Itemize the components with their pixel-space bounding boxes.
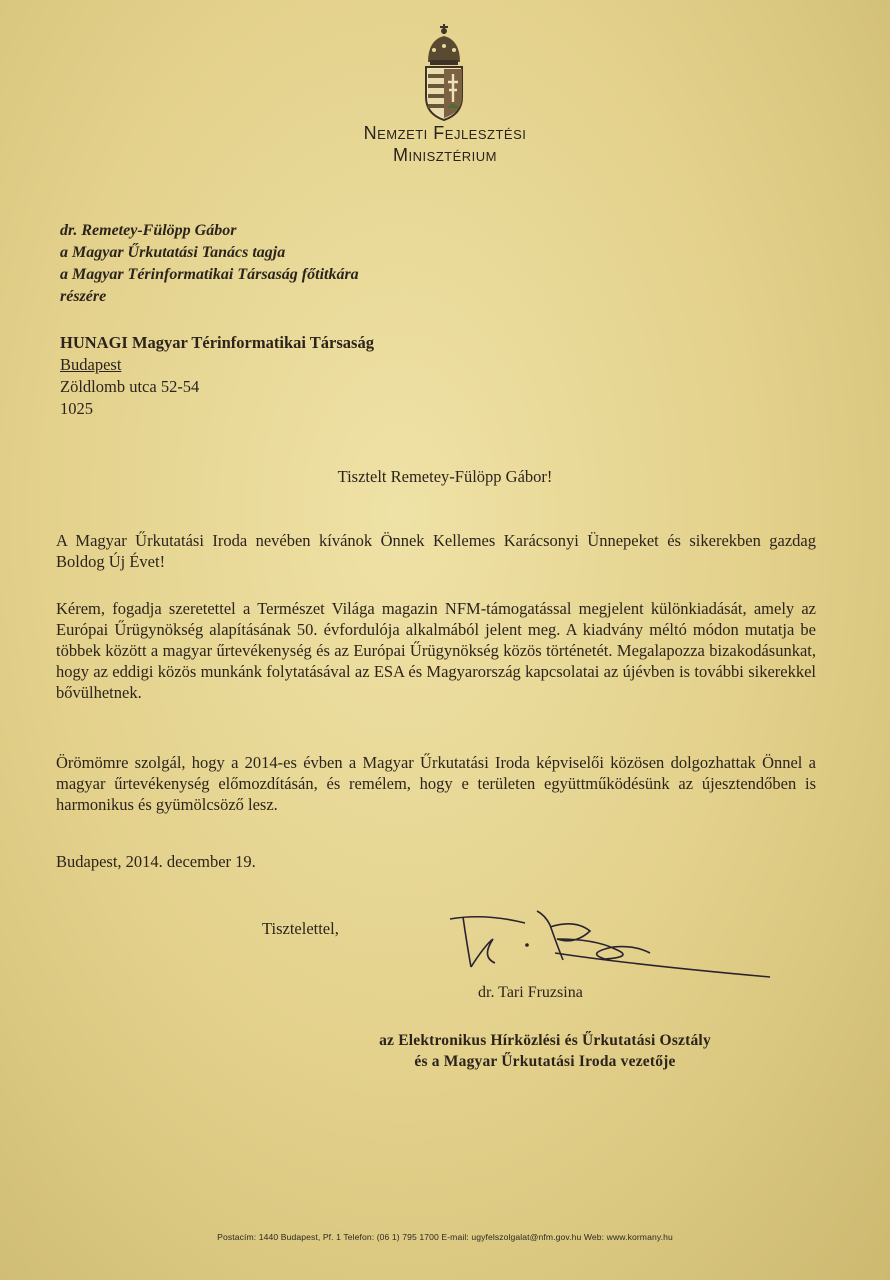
recipient-title-2: a Magyar Térinformatikai Társaság főtitkára <box>60 266 359 283</box>
recipient-block <box>60 220 359 308</box>
paragraph-cooperation: Örömömre szolgál, hogy a 2014-es évben a Magyar Űrkutatási Iroda képviselői közösen dolgozhattak Önnel a magyar űrtevékenység előmozdításán, és remélem, hogy e területen együttműködésünk az újesztendőben is harmonikus és gyümölcsöző lesz. <box>56 753 816 814</box>
paragraph-greeting: A Magyar Űrkutatási Iroda nevében kívánok Önnek Kellemes Karácsonyi Ünnepeket és sikerekben gazdag Boldog Új Évet! <box>56 531 816 571</box>
signer-role-line2: és a Magyar Űrkutatási Iroda vezetője <box>414 1053 676 1070</box>
signer-role-line1: az Elektronikus Hírközlési és Űrkutatási Osztály <box>379 1032 711 1049</box>
footer-contact: Postacím: 1440 Budapest, Pf. 1 Telefon: (06 1) 795 1700 E-mail: ugyfelszolgalat@nfm.gov.hu Web: www.kormany.hu <box>217 1232 673 1242</box>
recipient-title-1: a Magyar Űrkutatási Tanács tagja <box>60 244 286 261</box>
recipient-for: részére <box>60 288 107 305</box>
recipient-name: dr. Remetey-Fülöpp Gábor <box>60 222 237 239</box>
signer-role <box>320 1030 770 1072</box>
closing: Tisztelettel, <box>262 919 339 938</box>
ministry-name-line1: Nemzeti Fejlesztési <box>363 123 527 143</box>
signer-name: dr. Tari Fruzsina <box>478 984 583 1001</box>
address-organization: HUNAGI Magyar Térinformatikai Társaság <box>60 333 374 352</box>
ministry-name-line2: Minisztérium <box>392 145 498 165</box>
address-block <box>60 332 374 420</box>
letter-date: Budapest, 2014. december 19. <box>56 852 256 871</box>
salutation: Tisztelt Remetey-Fülöpp Gábor! <box>337 467 553 486</box>
address-street: Zöldlomb utca 52-54 <box>60 377 200 396</box>
address-city: Budapest <box>60 355 122 374</box>
address-zip: 1025 <box>60 399 93 418</box>
ministry-name <box>340 122 550 166</box>
handwritten-signature <box>445 905 775 990</box>
coat-of-arms-icon <box>420 22 468 122</box>
paragraph-publication: Kérem, fogadja szeretettel a Természet Világa magazin NFM-támogatással megjelent különkiadását, amely az Európai Űrügynökség alapításának 50. évfordulója alkalmából jelent meg. A kiadvány méltó módon mutatja be többek között a magyar űrtevékenység és az Európai Űrügynökség közös történetét. Megalapozza bizakodásunkat, hogy az eddigi közös munkánk folytatásával az ESA és Magyarország kapcsolatai az újévben is további sikerekkel bővülhetnek. <box>56 599 816 702</box>
